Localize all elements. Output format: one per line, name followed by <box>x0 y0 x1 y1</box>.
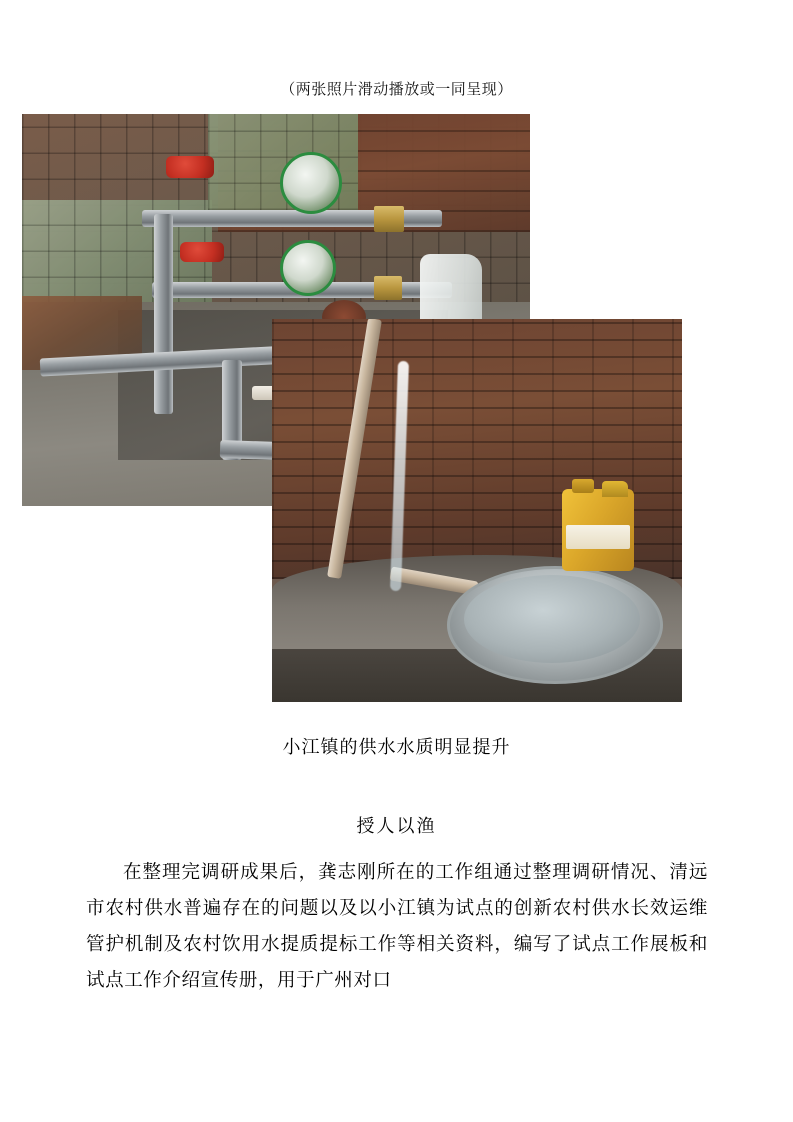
body-paragraph: 在整理完调研成果后，龚志刚所在的工作组通过整理调研情况、清远市农村供水普遍存在的问题以及以小江镇为试点的创新农村供水长效运维管护机制及农村饮用水提质提标工作等相关资料，编写了试点工作展板和试点工作介绍宣传册，用于广州对口 <box>86 863 708 991</box>
photo-group <box>22 114 682 702</box>
section-heading: 授人以渔 <box>356 816 437 836</box>
brass-fitting-lower <box>374 276 402 300</box>
photo-caption: 小江镇的供水水质明显提升 <box>282 737 511 757</box>
jerrycan-cap <box>572 479 594 493</box>
valve-handwheel-lower <box>180 242 224 262</box>
jerrycan-handle <box>602 481 628 497</box>
brass-fitting-upper <box>374 206 404 232</box>
top-note: （两张照片滑动播放或一同呈现） <box>280 82 513 98</box>
photo-water-outlet <box>272 319 682 702</box>
downpipe-vertical <box>154 214 173 414</box>
jerrycan-label <box>566 525 630 549</box>
valve-body-lower <box>188 260 218 302</box>
water-meter-lower-dial <box>280 240 336 296</box>
valve-body-upper <box>174 176 206 224</box>
metal-basin-water <box>464 575 640 663</box>
valve-handwheel-upper <box>166 156 214 178</box>
water-meter-upper-dial <box>280 152 342 214</box>
